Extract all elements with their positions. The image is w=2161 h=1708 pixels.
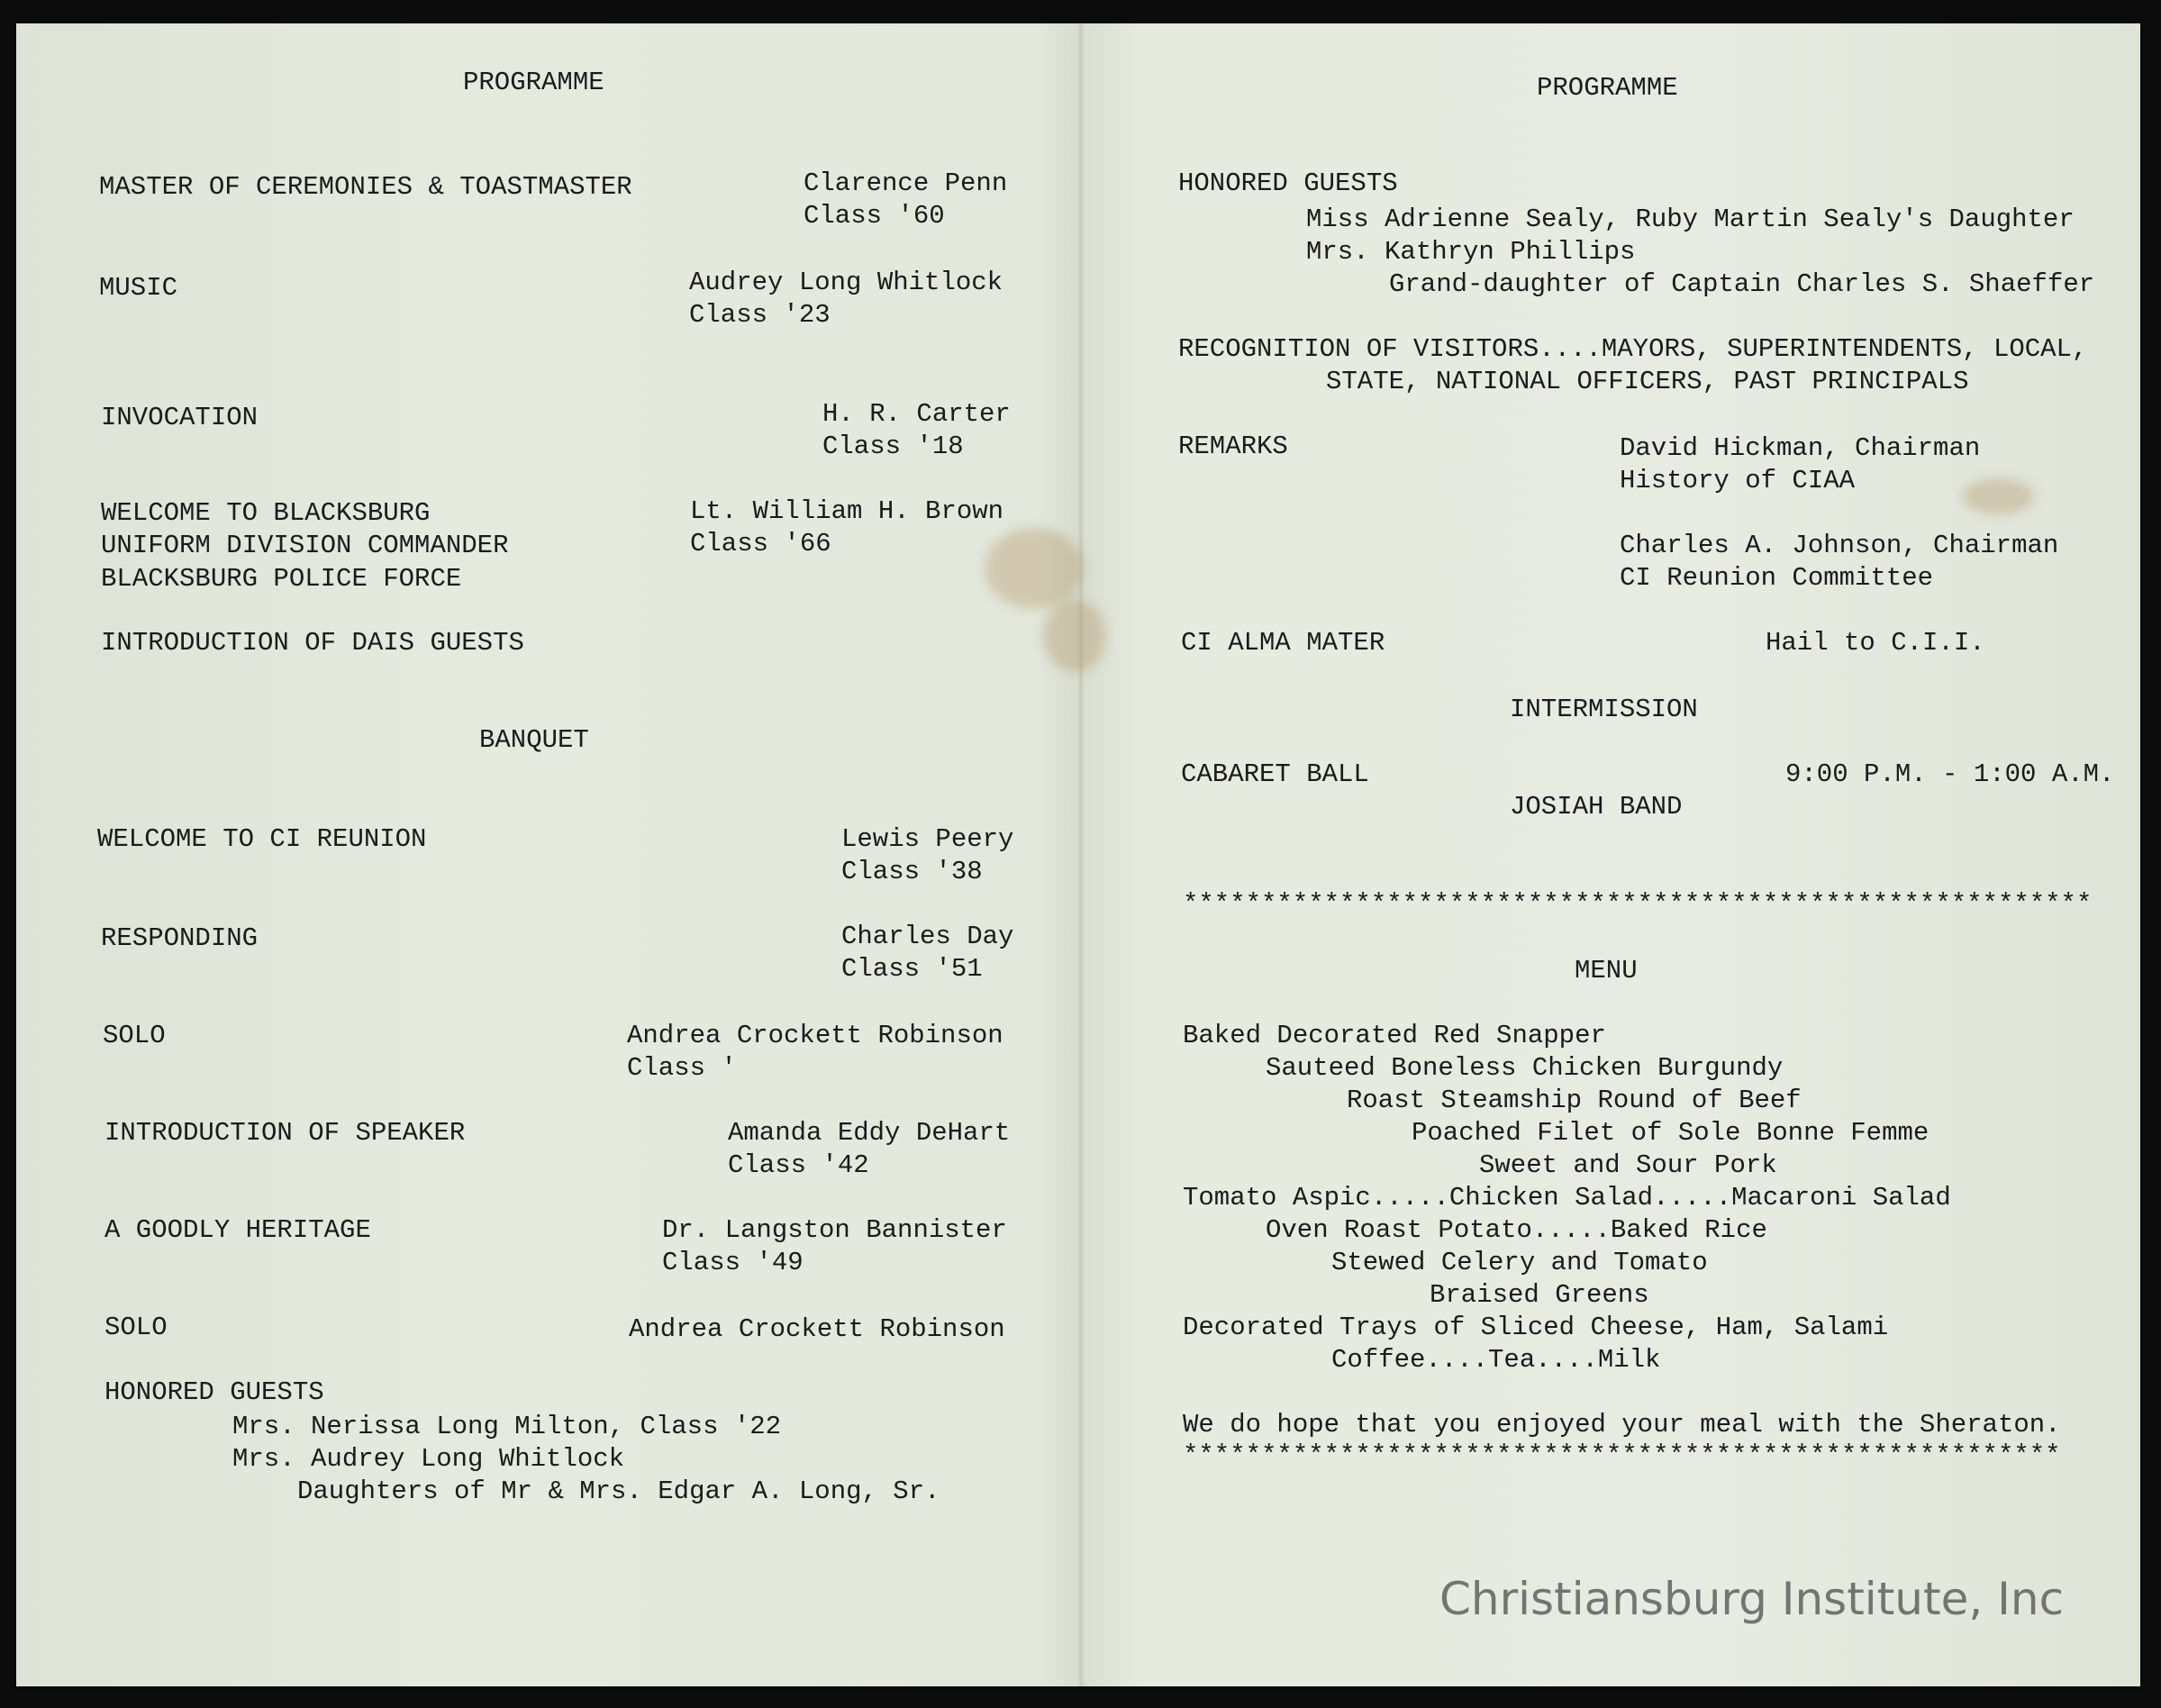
menu-item-3: Roast Steamship Round of Beef (1347, 1086, 1802, 1115)
cabaret-ball-label: CABARET BALL (1181, 759, 1369, 789)
cabaret-ball-time: 9:00 P.M. - 1:00 A.M. (1785, 759, 2115, 789)
center-fold (1077, 23, 1085, 1686)
dais-guests-label: INTRODUCTION OF DAIS GUESTS (101, 628, 524, 658)
alma-mater-label: CI ALMA MATER (1181, 628, 1385, 658)
menu-item-7: Oven Roast Potato.....Baked Rice (1266, 1215, 1767, 1245)
police-force-label: BLACKSBURG POLICE FORCE (101, 564, 462, 594)
responding-name: Charles Day (841, 922, 1014, 951)
heritage-name: Dr. Langston Bannister (662, 1215, 1007, 1245)
menu-item-8: Stewed Celery and Tomato (1331, 1248, 1708, 1277)
speaker-intro-name: Amanda Eddy DeHart (728, 1118, 1011, 1148)
stain-mark (985, 528, 1084, 609)
solo-1-class: Class ' (627, 1053, 737, 1083)
star-divider-1: ********************************************************** (1183, 889, 2093, 919)
speaker-intro-label: INTRODUCTION OF SPEAKER (104, 1118, 466, 1148)
reunion-welcome-name: Lewis Peery (841, 824, 1014, 854)
left-honored-guests-label: HONORED GUESTS (104, 1377, 324, 1407)
uniform-division-label: UNIFORM DIVISION COMMANDER (101, 531, 509, 560)
star-divider-2: ******************************************************** (1183, 1440, 2061, 1470)
left-honored-guests-note: Daughters of Mr & Mrs. Edgar A. Long, Sr. (297, 1476, 940, 1506)
heritage-class: Class '49 (662, 1248, 804, 1277)
invocation-name: H. R. Carter (822, 399, 1011, 429)
reunion-welcome-class: Class '38 (841, 857, 983, 886)
left-honored-guest-2: Mrs. Audrey Long Whitlock (232, 1444, 625, 1474)
solo-2-name: Andrea Crockett Robinson (629, 1314, 1005, 1344)
menu-item-9: Braised Greens (1430, 1280, 1649, 1310)
remarks-2-role: CI Reunion Committee (1620, 563, 1934, 593)
closing-note: We do hope that you enjoyed your meal with the Sheraton. (1183, 1410, 2061, 1440)
solo-1-name: Andrea Crockett Robinson (627, 1021, 1003, 1050)
recognition-line-2: STATE, NATIONAL OFFICERS, PAST PRINCIPALS (1326, 367, 1969, 396)
left-honored-guest-1: Mrs. Nerissa Long Milton, Class '22 (232, 1412, 782, 1441)
menu-item-1: Baked Decorated Red Snapper (1183, 1021, 1606, 1050)
mc-class: Class '60 (804, 201, 945, 231)
menu-heading: MENU (1575, 956, 1638, 986)
watermark: Christiansburg Institute, Inc (1439, 1573, 2065, 1625)
responding-label: RESPONDING (101, 923, 259, 953)
band-name: JOSIAH BAND (1510, 792, 1683, 822)
stain-mark (1962, 478, 2034, 514)
remarks-label: REMARKS (1178, 432, 1288, 461)
alma-mater-song: Hail to C.I.I. (1766, 628, 1985, 658)
menu-item-5: Sweet and Sour Pork (1479, 1150, 1777, 1180)
invocation-label: INVOCATION (101, 403, 259, 432)
menu-item-11: Coffee....Tea....Milk (1331, 1345, 1661, 1375)
remarks-1-name: David Hickman, Chairman (1620, 433, 1981, 463)
stain-mark (1043, 600, 1106, 672)
heritage-label: A GOODLY HERITAGE (104, 1215, 371, 1245)
left-programme-heading: PROGRAMME (463, 68, 604, 97)
mc-name: Clarence Penn (804, 168, 1008, 198)
right-honored-guests-label: HONORED GUESTS (1178, 168, 1398, 198)
right-honored-guest-2: Mrs. Kathryn Phillips (1306, 237, 1636, 267)
solo-2-label: SOLO (104, 1313, 168, 1342)
intermission-heading: INTERMISSION (1510, 695, 1698, 724)
music-name: Audrey Long Whitlock (689, 268, 1003, 297)
menu-item-6: Tomato Aspic.....Chicken Salad.....Macaroni Salad (1183, 1183, 1951, 1213)
recognition-line-1: RECOGNITION OF VISITORS....MAYORS, SUPERINTENDENTS, LOCAL, (1178, 334, 2088, 364)
reunion-welcome-label: WELCOME TO CI REUNION (97, 824, 427, 854)
mc-label: MASTER OF CEREMONIES & TOASTMASTER (99, 172, 632, 202)
remarks-2-name: Charles A. Johnson, Chairman (1620, 531, 2059, 560)
right-honored-guest-note: Grand-daughter of Captain Charles S. Shaeffer (1389, 269, 2095, 299)
invocation-class: Class '18 (822, 432, 964, 461)
music-label: MUSIC (99, 273, 178, 303)
welcome-blacksburg-name: Lt. William H. Brown (690, 496, 1004, 526)
remarks-1-role: History of CIAA (1620, 466, 1856, 495)
solo-1-label: SOLO (103, 1021, 166, 1050)
welcome-blacksburg-label: WELCOME TO BLACKSBURG (101, 498, 431, 528)
banquet-heading: BANQUET (479, 725, 589, 755)
menu-item-4: Poached Filet of Sole Bonne Femme (1412, 1118, 1929, 1148)
right-programme-heading: PROGRAMME (1537, 73, 1678, 103)
menu-item-2: Sauteed Boneless Chicken Burgundy (1266, 1053, 1784, 1083)
music-class: Class '23 (689, 300, 831, 330)
right-honored-guest-1: Miss Adrienne Sealy, Ruby Martin Sealy's Daughter (1306, 204, 2075, 234)
speaker-intro-class: Class '42 (728, 1150, 869, 1180)
menu-item-10: Decorated Trays of Sliced Cheese, Ham, Salami (1183, 1313, 1889, 1342)
responding-class: Class '51 (841, 954, 983, 984)
welcome-blacksburg-class: Class '66 (690, 529, 831, 559)
